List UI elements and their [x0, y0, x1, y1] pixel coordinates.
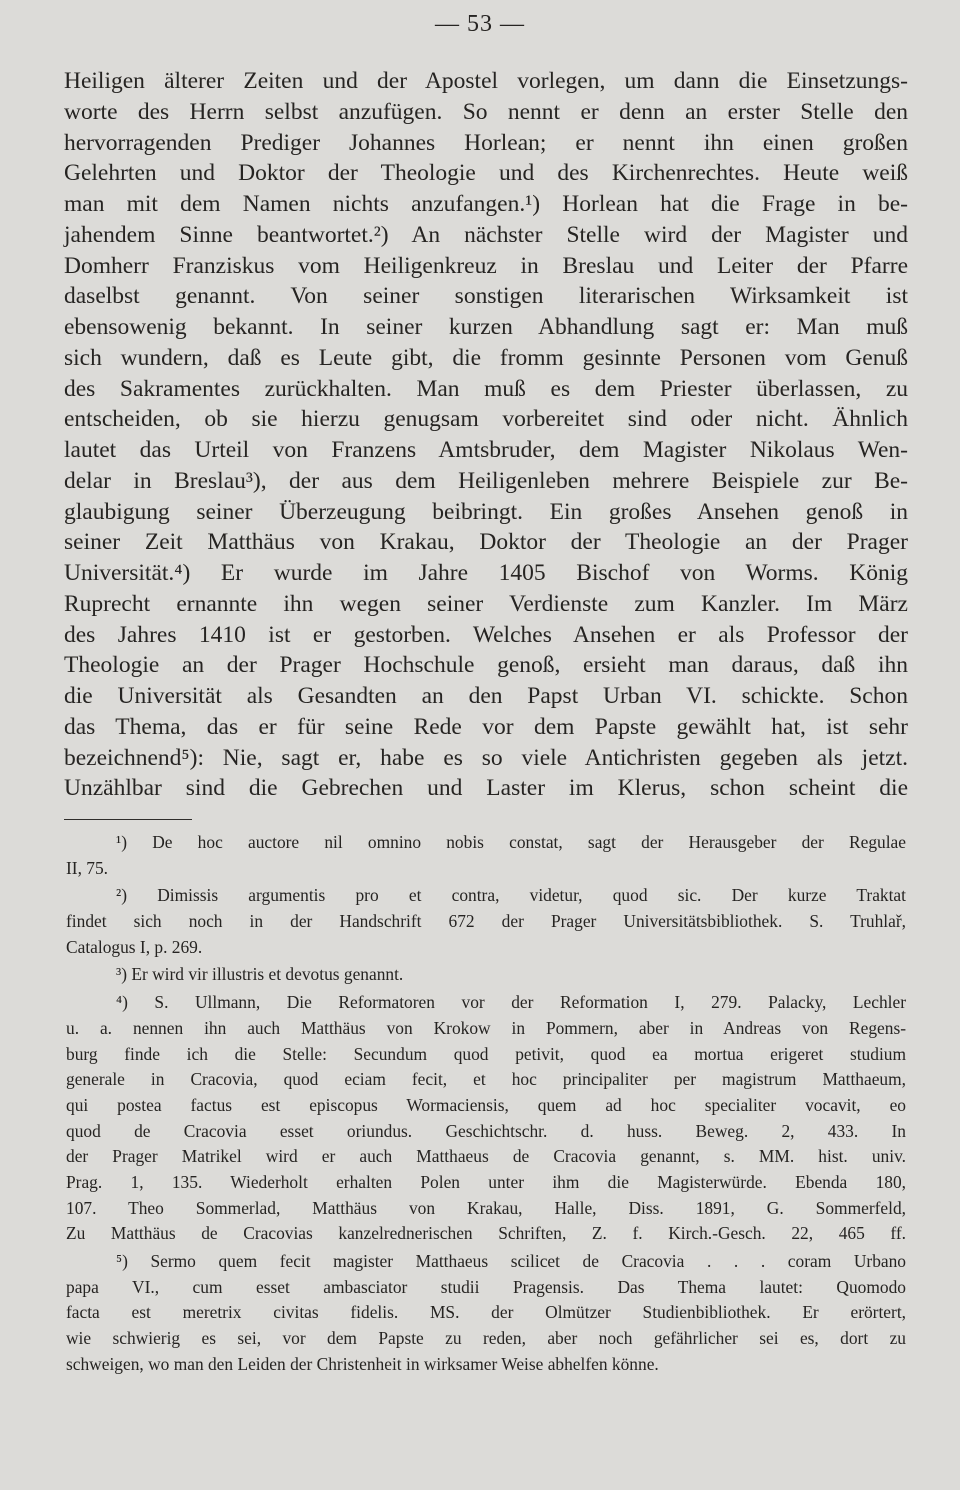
footnote-line: ¹) De hoc auctore nil omnino nobis constat, sagt der Herausgeber der Regulae	[116, 832, 906, 852]
footnote-line: facta est meretrix civitas fidelis. MS. der Olmützer Studienbibliothek. Er erörtert,	[66, 1302, 906, 1323]
body-line: die Universität als Gesandten an den Papst Urban VI. schickte. Schon	[64, 683, 908, 709]
body-line: hervorragenden Prediger Johannes Horlean; er nennt ihn einen großen	[64, 129, 908, 156]
body-line: des Jahres 1410 ist er gestorben. Welches Ansehen er als Professor der	[64, 621, 908, 648]
body-line: Unzählbar sind die Gebrechen und Laster im Klerus, schon scheint die	[64, 775, 908, 802]
footnote-line: findet sich noch in der Handschrift 672 der Prager Universitätsbibliothek. S. Truhlař,	[66, 911, 906, 932]
body-line: Gelehrten und Doktor der Theologie und des Kirchenrechtes. Heute weiß	[64, 160, 908, 187]
footnote-line: ⁵) Sermo quem fecit magister Matthaeus scilicet de Cracovia . . . coram Urbano	[116, 1251, 906, 1271]
main-text	[64, 66, 908, 804]
body-line: daselbst genannt. Von seiner sonstigen literarischen Wirksamkeit ist	[64, 283, 908, 310]
footnote-3	[66, 962, 906, 988]
footnote-line: Prag. 1, 135. Wiederholt erhalten Polen unter ihm die Magisterwürde. Ebenda 180,	[66, 1171, 906, 1192]
footnote-line: ³) Er wird vir illustris et devotus genannt.	[116, 964, 404, 985]
footnote-2	[66, 883, 906, 960]
body-line: das Thema, das er für seine Rede vor dem Papste gewählt hat, ist sehr	[64, 713, 908, 740]
footnote-line: II, 75.	[66, 857, 109, 878]
body-line: jahendem Sinne beantwortet.²) An nächster Stelle wird der Magister und	[64, 221, 908, 248]
footnotes	[66, 830, 906, 1377]
footnote-divider	[64, 819, 192, 820]
footnote-line: der Prager Matrikel wird er auch Matthaeus de Cracovia genannt, s. MM. hist. univ.	[66, 1146, 906, 1167]
footnote-5	[66, 1249, 906, 1377]
body-line: worte des Herrn selbst anzufügen. So nennt er denn an erster Stelle den	[64, 98, 908, 125]
body-line: Domherr Franziskus vom Heiligenkreuz in Breslau und Leiter der Pfarre	[64, 252, 908, 279]
footnote-line: wie schwierig es sei, vor dem Papste zu reden, aber noch gefährlicher sei es, dort zu	[66, 1328, 906, 1349]
body-line: Universität.⁴) Er wurde im Jahre 1405 Bischof von Worms. König	[64, 560, 908, 586]
footnote-line: Zu Matthäus de Cracovias kanzelrednerischen Schriften, Z. f. Kirch.-Gesch. 22, 465 ff.	[66, 1223, 906, 1244]
body-line: delar in Breslau³), der aus dem Heiligenleben mehrere Beispiele zur Be-	[64, 467, 908, 494]
page-number: — 53 —	[435, 11, 525, 37]
body-line: glaubigung seiner Überzeugung beibringt. Ein großes Ansehen genoß in	[64, 498, 908, 525]
footnote-1	[66, 830, 906, 881]
body-line: Ruprecht ernannte ihn wegen seiner Verdienste zum Kanzler. Im März	[64, 590, 908, 617]
body-line: man mit dem Namen nichts anzufangen.¹) Horlean hat die Frage in be-	[64, 191, 908, 217]
footnote-line: Catalogus I, p. 269.	[66, 936, 203, 957]
footnote-line: qui postea factus est episcopus Wormaciensis, quem ad hoc specialiter vocavit, eo	[66, 1094, 906, 1115]
footnote-line: ⁴) S. Ullmann, Die Reformatoren vor der Reformation I, 279. Palacky, Lechler	[116, 992, 906, 1013]
footnote-line: quod de Cracovia esset oriundus. Geschichtschr. d. huss. Beweg. 2, 433. In	[66, 1120, 906, 1141]
footnote-line: u. a. nennen ihn auch Matthäus von Krokow in Pommern, aber in Andreas von Regens-	[66, 1017, 906, 1038]
body-line: ebensowenig bekannt. In seiner kurzen Abhandlung sagt er: Man muß	[64, 314, 908, 340]
body-line: des Sakramentes zurückhalten. Man muß es dem Priester überlassen, zu	[64, 375, 908, 402]
body-line: Theologie an der Prager Hochschule genoß, ersieht man daraus, daß ihn	[64, 652, 908, 679]
body-line: lautet das Urteil von Franzens Amtsbruder, dem Magister Nikolaus Wen-	[64, 437, 908, 463]
footnote-line: burg finde ich die Stelle: Secundum quod petivit, quod ea mortua erigeret studium	[66, 1043, 906, 1064]
footnote-line: 107. Theo Sommerlad, Matthäus von Krakau, Halle, Diss. 1891, G. Sommerfeld,	[66, 1197, 906, 1218]
body-line: Heiligen älterer Zeiten und der Apostel vorlegen, um dann die Einsetzungs-	[64, 68, 908, 94]
footnote-line: papa VI., cum esset ambasciator studii Pragensis. Das Thema lautet: Quomodo	[66, 1276, 906, 1297]
body-line: bezeichnend⁵): Nie, sagt er, habe es so viele Antichristen gegeben als jetzt.	[64, 744, 908, 771]
body-line: entscheiden, ob sie hierzu genugsam vorbereitet sind oder nicht. Ähnlich	[64, 406, 908, 433]
footnote-line: ²) Dimissis argumentis pro et contra, videtur, quod sic. Der kurze Traktat	[116, 885, 906, 906]
footnote-line: generale in Cracovia, quod eciam fecit, et hoc principaliter per magistrum Matthaeum,	[66, 1069, 906, 1090]
body-line: seiner Zeit Matthäus von Krakau, Doktor der Theologie an der Prager	[64, 529, 908, 556]
body-line: sich wundern, daß es Leute gibt, die fromm gesinnte Personen vom Genuß	[64, 344, 908, 371]
footnote-4	[66, 990, 906, 1247]
footnote-line: schweigen, wo man den Leiden der Christenheit in wirksamer Weise abhelfen könne.	[66, 1353, 659, 1374]
